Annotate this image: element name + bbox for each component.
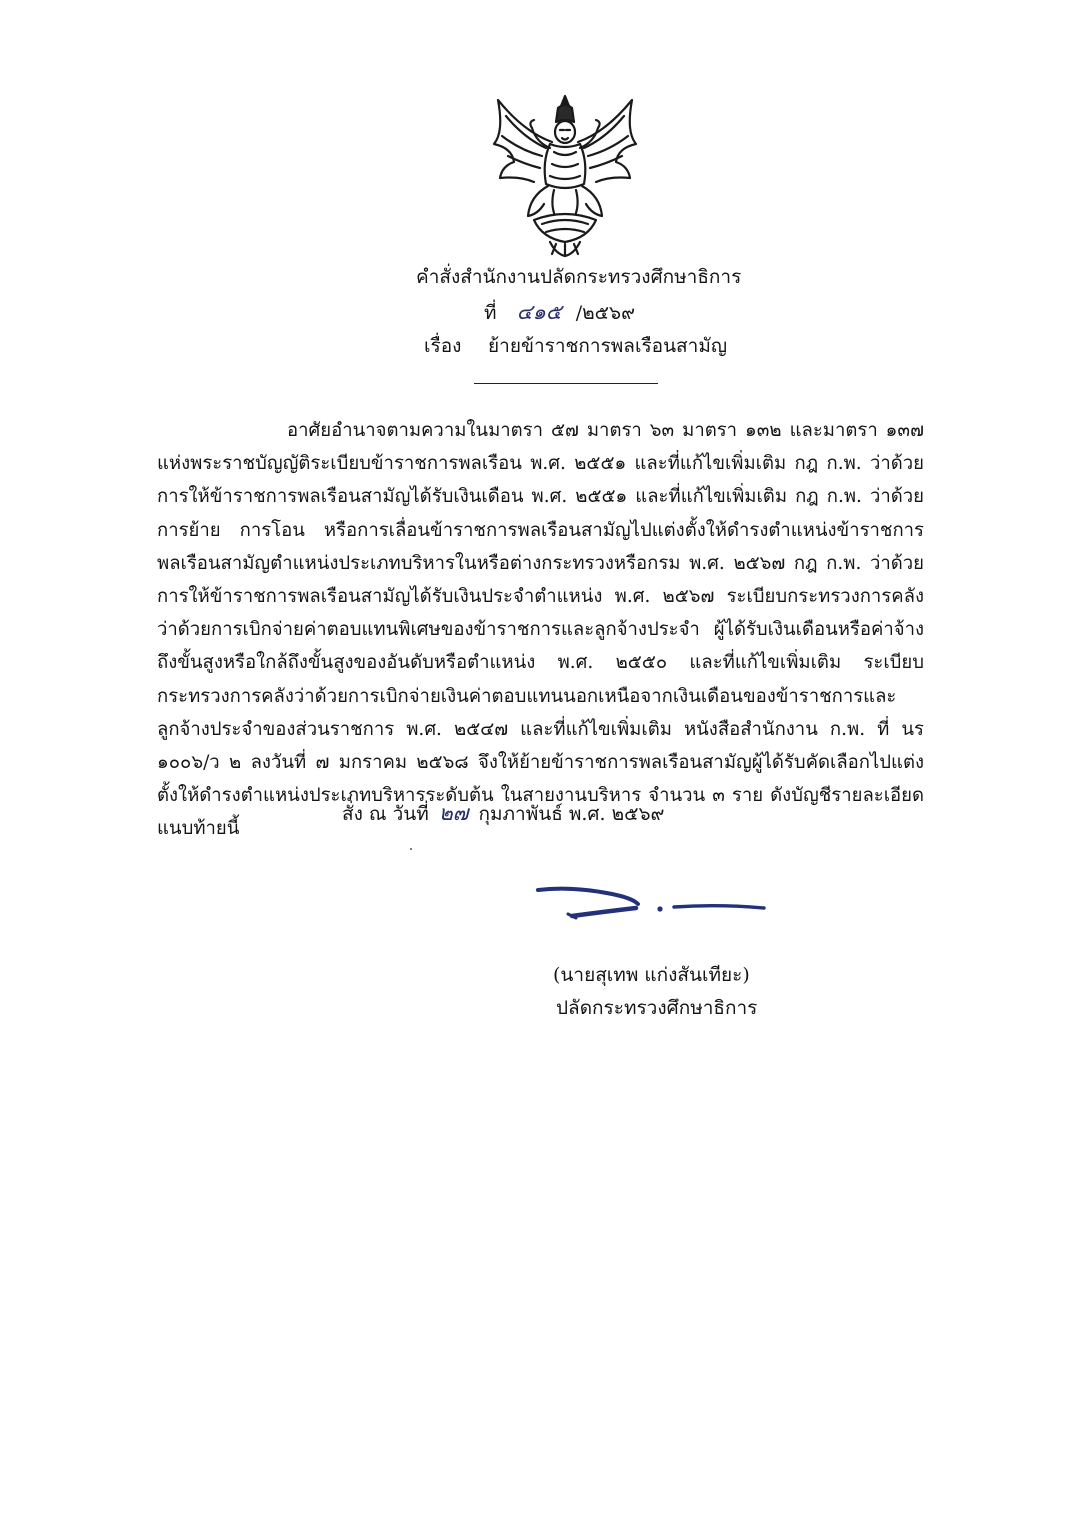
order-number-year: /๒๕๖๙	[575, 302, 636, 324]
order-date-line	[342, 797, 664, 830]
order-number-handwritten: ๔๑๕	[516, 300, 562, 324]
order-subject	[424, 331, 727, 361]
signature-mark	[532, 880, 770, 926]
subject-label: เรื่อง	[424, 335, 462, 357]
body-paragraph: อาศัยอำนาจตามความในมาตรา ๕๗ มาตรา ๖๓ มาตรา ๑๓๒ และมาตรา ๑๓๗ แห่งพระราชบัญญัติระเบียบข้าราชการพลเรือน พ.ศ. ๒๕๕๑ และที่แก้ไขเพิ่มเติม กฎ ก.พ. ว่าด้วยการให้ข้าราชการพลเรือนสามัญได้รับเงินเดือน พ.ศ. ๒๕๕๑ และที่แก้ไขเพิ่มเติม กฎ ก.พ. ว่าด้วยการย้าย การโอน หรือการเลื่อนข้าราชการพลเรือนสามัญไปแต่งตั้งให้ดำรงตำแหน่งข้าราชการพลเรือนสามัญตำแหน่งประเภทบริหารในหรือต่างกระทรวงหรือกรม พ.ศ. ๒๕๖๗ กฎ ก.พ. ว่าด้วยการให้ข้าราชการพลเรือนสามัญได้รับเงินประจำตำแหน่ง พ.ศ. ๒๕๖๗ ระเบียบกระทรวงการคลังว่าด้วยการเบิกจ่ายค่าตอบแทนพิเศษของข้าราชการและลูกจ้างประจำ ผู้ได้รับเงินเดือนหรือค่าจ้างถึงขั้นสูงหรือใกล้ถึงขั้นสูงของอันดับหรือตำแหน่ง พ.ศ. ๒๕๕๐ และที่แก้ไขเพิ่มเติม ระเบียบกระทรวงการคลังว่าด้วยการเบิกจ่ายเงินค่าตอบแทนนอกเหนือจากเงินเดือนของข้าราชการและลูกจ้างประจำของส่วนราชการ พ.ศ. ๒๕๔๗ และที่แก้ไขเพิ่มเติม หนังสือสำนักงาน ก.พ. ที่ นร ๑๐๐๖/ว ๒ ลงวันที่ ๗ มกราคม ๒๕๖๘ จึงให้ย้ายข้าราชการพลเรือนสามัญผู้ได้รับคัดเลือกไปแต่งตั้งให้ดำรงตำแหน่งประเภทบริหารระดับต้น ในสายงานบริหาร จำนวน ๓ ราย ดังบัญชีรายละเอียดแนบท้ายนี้	[157, 420, 924, 840]
order-month-year: กุมภาพันธ์ พ.ศ. ๒๕๖๙	[478, 803, 665, 825]
garuda-emblem-icon	[484, 92, 646, 260]
order-number-label: ที่	[484, 302, 497, 324]
signer-title: ปลัดกระทรวงศึกษาธิการ	[556, 997, 758, 1019]
order-title: คำสั่งสำนักงานปลัดกระทรวงศึกษาธิการ	[416, 266, 742, 288]
stray-dot	[410, 848, 412, 850]
order-date-prefix: สั่ง ณ วันที่	[342, 803, 429, 825]
signer-name: (นายสุเทพ แก่งสันเทียะ)	[553, 964, 750, 986]
header-divider	[474, 383, 658, 384]
subject-text: ย้ายข้าราชการพลเรือนสามัญ	[488, 335, 728, 357]
order-number	[484, 296, 635, 329]
order-body	[157, 414, 924, 846]
order-day-handwritten: ๒๗	[438, 801, 469, 825]
